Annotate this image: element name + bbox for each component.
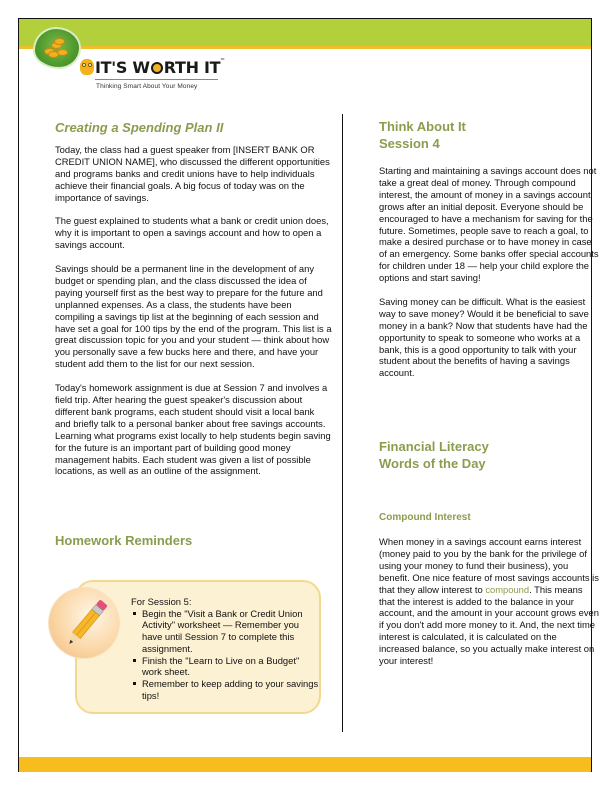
homework-item: Remember to keep adding to your savings tips! [131, 678, 321, 701]
highlighted-term: compound [485, 583, 530, 595]
homework-list [131, 608, 321, 702]
brand-tagline: Thinking Smart About Your Money [96, 83, 198, 90]
right-column-body [379, 165, 599, 391]
section-title-spending-plan: Creating a Spending Plan II [55, 120, 224, 135]
term-compound-interest: Compound Interest [379, 512, 471, 523]
left-column-body [55, 144, 332, 489]
title-line: Session 4 [379, 136, 440, 151]
definition-text: . This means that the interest is added to the balance in your account, and the amount in your account grows even if you don't add more money to it. And, the next time interest is calculated, it is calculated on the increased balance, so you actually make interest on your interest! [379, 583, 599, 667]
column-divider [342, 114, 343, 732]
homework-intro: For Session 5: [131, 596, 192, 607]
paragraph: Saving money can be difficult. What is the easiest way to save money? Would it be beneficial to save money in a bank? Now that students have had the opportunity to speak to someone who works at a bank, this is a good opportunity to talk with your student about the benefits of having a savings account. [379, 295, 589, 379]
header-yellow-stripe [19, 46, 591, 49]
brand-name-part2: RTH IT [163, 58, 221, 77]
trademark: ™ [220, 58, 225, 64]
title-line: Words of the Day [379, 456, 486, 471]
coin-stack-icon [42, 38, 68, 56]
pencil-icon [56, 594, 116, 654]
footer-yellow-band [19, 757, 591, 772]
section-title-words-of-day [379, 438, 579, 472]
section-title-homework: Homework Reminders [55, 533, 193, 548]
definition-text: When money in a savings account earns interest (money paid to you by the bank for the privilege of using your money to fund their business), you benefit. One nice feature of most savings accounts is that they allow interest to [379, 536, 599, 595]
section-title-think-about-it [379, 118, 579, 152]
paragraph [379, 536, 599, 667]
homework-item: Begin the "Visit a Bank or Credit Union Activity" worksheet — Remember you have until Session 7 to complete this assignment. [131, 608, 321, 655]
coin-o-icon [151, 62, 163, 74]
paragraph: Today's homework assignment is due at Session 7 and involves a field trip. After hearing the guest speaker's discussion about different bank programs, each student should visit a local bank and briefly talk to a personal banker about free savings accounts. Learning what programs exist locally to help students begin saving for the future is an important part of building good money management habits. Each student was given a list of possible locations, as well as an outline of the assignment. [55, 382, 331, 477]
homework-item: Finish the "Learn to Live on a Budget" work sheet. [131, 655, 321, 678]
title-line: Think About It [379, 119, 466, 134]
logo-rule [95, 79, 218, 80]
paragraph: The guest explained to students what a bank or credit union does, why it is important to open a savings account and how to open a savings account. [55, 215, 329, 251]
paragraph: Today, the class had a guest speaker from [INSERT BANK OR CREDIT UNION NAME], who discussed the different opportunities and programs banks and credit unions have to help individuals achieve their financial goals. A big focus of today was on the importance of savings. [55, 144, 330, 203]
paragraph: Starting and maintaining a savings account does not take a great deal of money. Through compound interest, the amount of money in a savings account grows after an initial deposit. Everyone should be encouraged to have a mechanism for saving for the future. Sometimes, people save to reach a goal, to make a desired purchase or to have money in case of an emergency. Some banks offer special accounts for children under 18 — help your child explore the options and start saving! [379, 165, 599, 284]
title-line: Financial Literacy [379, 439, 489, 454]
header-green-band [19, 19, 591, 46]
owl-mascot-icon [80, 59, 94, 75]
term-definition [379, 536, 599, 679]
homework-reminders [131, 596, 321, 701]
brand-name-part1: IT'S W [95, 58, 150, 77]
brand-wordmark [95, 58, 225, 77]
paragraph: Savings should be a permanent line in the development of any budget or spending plan, and the class discussed the idea of paying yourself first as the best way to prepare for the future and unplanned expenses. As a class, the students have been compiling a savings tip list at the beginning of each session and have set a goal for 100 tips by the end of the program. This list is a great discussion topic for you and your student — think about how you personally save a few bucks here and there, and have your student add them to the list for our next session. [55, 263, 332, 370]
